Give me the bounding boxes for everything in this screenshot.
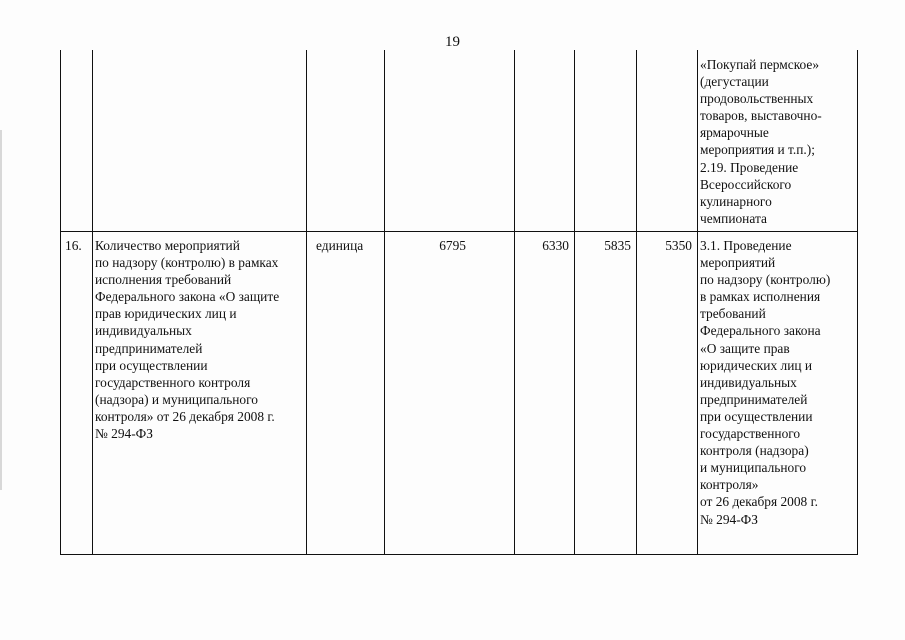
table-divider-value-1 [514,50,515,555]
prev-row-measures: «Покупай пермское» (дегустации продовольственных товаров, выставочно- ярмарочные мероприятия и т.п.); 2.19. Проведение Всероссийского кулинарного чемпионата [700,57,822,226]
measures-description: 3.1. Проведение мероприятий по надзору (контролю) в рамках исполнения требований Федерального закона «О защите прав юридических лиц и индивидуальных предпринимателей при осуществлении государственного контроля (надзора) и муниципального контроля» от 26 декабря 2008 г. № 294-ФЗ [700,238,831,527]
table-border-bottom [60,554,858,555]
scan-edge-shadow [0,130,2,490]
row-separator [60,231,858,232]
table-border-left [60,50,61,555]
value-4: 5350 [665,238,692,253]
table-divider-indicator [306,50,307,555]
indicator-name: Количество мероприятий по надзору (контролю) в рамках исполнения требований Федерального закона «О защите прав юридических лиц и индивидуальных предпринимателей при осуществлении государственного контроля (надзора) и муниципального контроля» от 26 декабря 2008 г. № 294-ФЗ [95,238,280,442]
unit-of-measure: единица [316,238,364,253]
row-number: 16. [65,238,82,253]
page-number: 19 [445,34,460,50]
table-border-right [857,50,858,555]
table-divider-unit [384,50,385,555]
table-divider-number [92,50,93,555]
table-divider-value-3 [636,50,637,555]
value-1: 6795 [439,238,466,253]
table-divider-value-4 [697,50,698,555]
table-divider-value-2 [574,50,575,555]
value-3: 5835 [604,238,631,253]
value-2: 6330 [542,238,569,253]
